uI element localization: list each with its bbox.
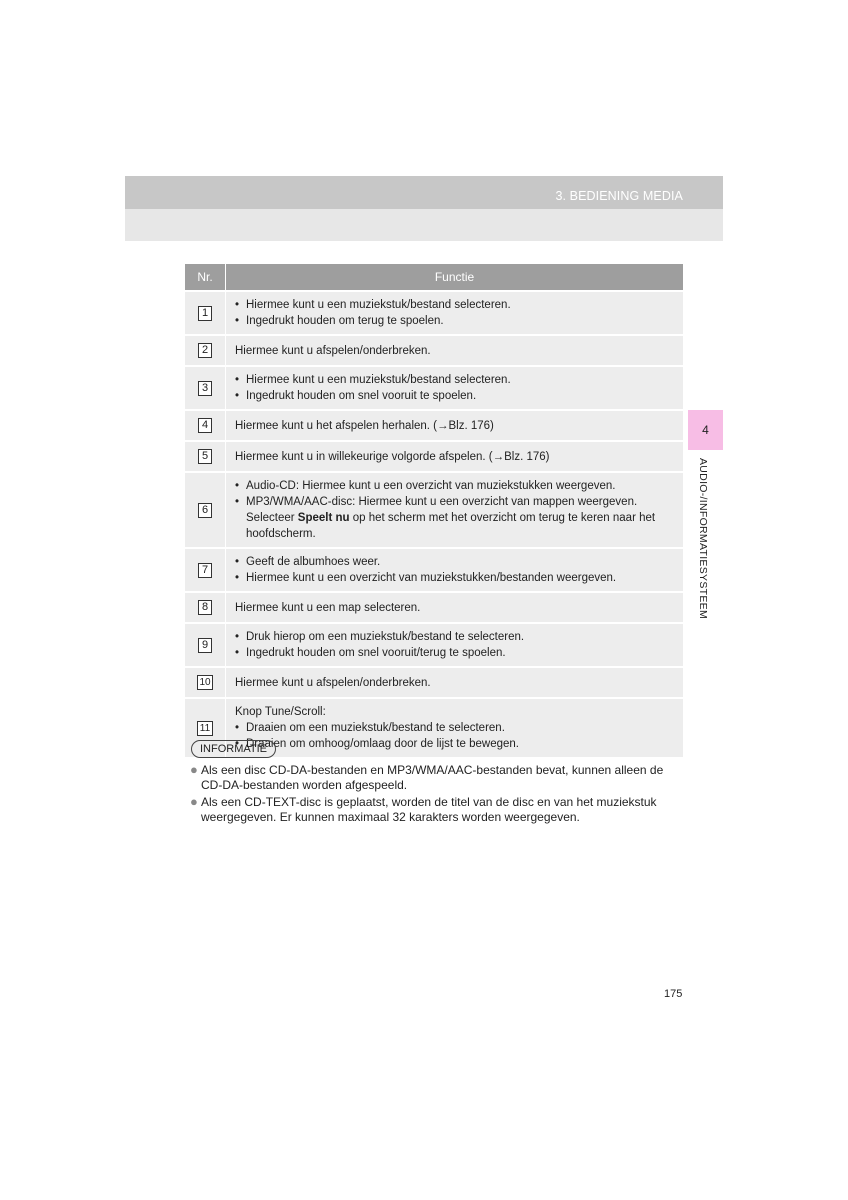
function-cell [226, 473, 683, 547]
number-box: 9 [198, 638, 212, 653]
speelt-nu-label: Speelt nu [297, 512, 350, 524]
function-line: Hiermee kunt u in willekeurige volgorde afspelen. (→Blz. 176) [235, 450, 550, 463]
number-box: 1 [198, 306, 212, 321]
table-body [185, 290, 683, 757]
number-box: 7 [198, 563, 212, 578]
header-bar [125, 176, 723, 209]
header-band [125, 209, 723, 241]
table-row [185, 547, 683, 591]
number-box: 6 [198, 503, 212, 518]
row-number-cell [185, 292, 226, 334]
function-line: • Hiermee kunt u een muziekstuk/bestand selecteren. [235, 297, 675, 313]
table-row [185, 409, 683, 440]
info-item [190, 794, 682, 825]
table-header [185, 264, 683, 290]
table-row [185, 471, 683, 547]
function-line: Hiermee kunt u afspelen/onderbreken. [235, 344, 431, 357]
function-line: Hiermee kunt u het afspelen herhalen. (→Blz. 176) [235, 419, 494, 432]
number-box: 10 [197, 675, 213, 690]
function-cell [226, 367, 683, 409]
table-row [185, 666, 683, 697]
column-header-nr: Nr. [185, 264, 226, 290]
function-cell [226, 338, 683, 364]
number-box: 2 [198, 343, 212, 358]
table-row [185, 622, 683, 666]
bullet-icon: ● [190, 794, 198, 809]
number-box: 5 [198, 449, 212, 464]
row-number-cell [185, 624, 226, 666]
number-box: 11 [197, 721, 213, 736]
function-line: • Audio-CD: Hiermee kunt u een overzicht van muziekstukken weergeven. [235, 478, 675, 494]
function-line: • Geeft de albumhoes weer. [235, 554, 675, 570]
function-cell [226, 595, 683, 621]
info-section [190, 739, 682, 825]
bullet-icon: ● [190, 762, 198, 777]
row-number-cell [185, 336, 226, 365]
function-title: Knop Tune/Scroll: [235, 706, 326, 718]
function-line: • Draaien om omhoog/omlaag door de lijst te bewegen. [235, 736, 675, 752]
info-text: Als een CD-TEXT-disc is geplaatst, worden de titel van de disc en van het muziekstuk weergegeven. Er kunnen maximaal 32 karakters worden weergegeven. [201, 795, 657, 824]
row-number-cell [185, 549, 226, 591]
row-number-cell [185, 473, 226, 547]
section-title: 3. BEDIENING MEDIA [555, 189, 683, 203]
chapter-tab[interactable]: 4 [688, 410, 723, 450]
row-number-cell [185, 442, 226, 471]
function-line: • Draaien om een muziekstuk/bestand te selecteren. [235, 720, 675, 736]
function-line: • Ingedrukt houden om snel vooruit te spoelen. [235, 388, 675, 404]
function-line: • Ingedrukt houden om snel vooruit/terug te spoelen. [235, 645, 675, 661]
function-table [185, 264, 683, 757]
row-number-cell [185, 411, 226, 440]
row-number-cell [185, 668, 226, 697]
function-line [235, 494, 675, 542]
number-box: 4 [198, 418, 212, 433]
info-text: Als een disc CD-DA-bestanden en MP3/WMA/AAC-bestanden bevat, kunnen alleen de CD-DA-bestanden worden afgespeeld. [201, 763, 664, 792]
row-number-cell [185, 593, 226, 622]
number-box: 8 [198, 600, 212, 615]
row-number-cell [185, 367, 226, 409]
function-cell [226, 670, 683, 696]
page-number: 175 [664, 988, 683, 1000]
table-row [185, 440, 683, 471]
function-line: Hiermee kunt u een map selecteren. [235, 601, 421, 614]
function-text: op het scherm met het overzicht om terug te keren naar het hoofdscherm. [246, 512, 656, 540]
function-line: • Druk hierop om een muziekstuk/bestand te selecteren. [235, 629, 675, 645]
table-row [185, 365, 683, 409]
function-cell [226, 292, 683, 334]
table-row [185, 591, 683, 622]
function-cell [226, 444, 683, 470]
table-row [185, 334, 683, 365]
number-box: 3 [198, 381, 212, 396]
function-cell [226, 624, 683, 666]
chapter-label: AUDIO-/INFORMATIESYSTEEM [697, 458, 709, 620]
function-line: • Hiermee kunt u een overzicht van muziekstukken/bestanden weergeven. [235, 570, 675, 586]
table-row [185, 290, 683, 334]
function-cell [226, 413, 683, 439]
info-item [190, 762, 682, 793]
function-text: MP3/WMA/AAC-disc: Hiermee kunt u een overzicht van mappen weergeven. Selecteer [246, 496, 638, 524]
column-header-functie: Functie [434, 270, 475, 284]
function-line: • Hiermee kunt u een muziekstuk/bestand selecteren. [235, 372, 675, 388]
function-cell [226, 549, 683, 591]
info-label: INFORMATIE [191, 740, 276, 758]
function-line: • Ingedrukt houden om terug te spoelen. [235, 313, 675, 329]
function-line: Hiermee kunt u afspelen/onderbreken. [235, 676, 431, 689]
